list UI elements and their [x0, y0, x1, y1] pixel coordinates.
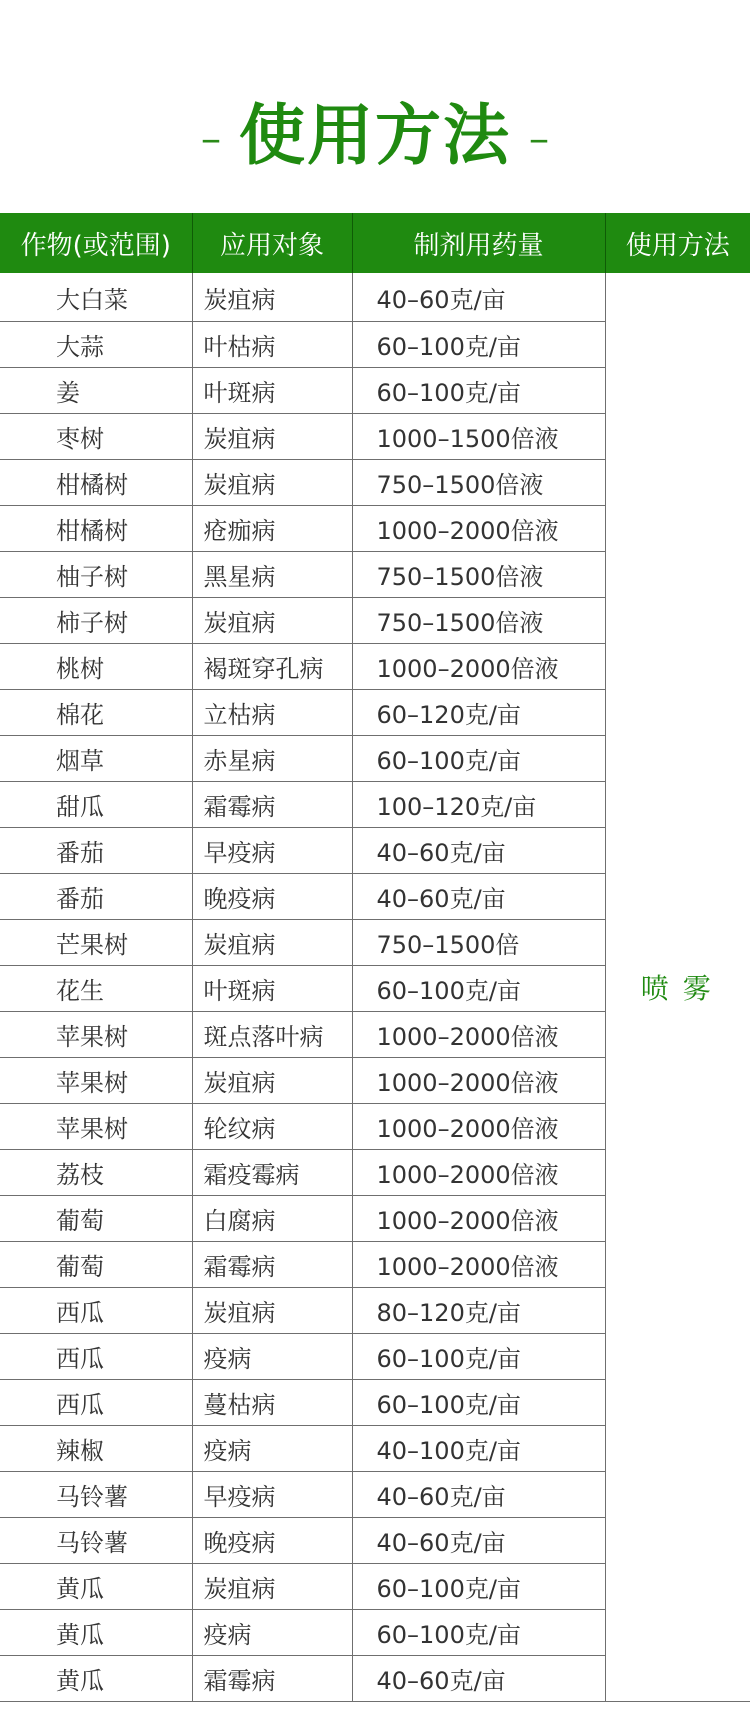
crop-cell: 柚子树	[0, 552, 192, 598]
target-cell: 叶斑病	[192, 368, 352, 414]
section-title	[0, 95, 750, 175]
dose-cell: 750–1500倍液	[352, 460, 605, 506]
table-body	[0, 273, 750, 1702]
title-dash-left: –	[201, 116, 221, 162]
dose-cell: 40–60克/亩	[352, 874, 605, 920]
target-cell: 炭疽病	[192, 273, 352, 322]
crop-cell: 马铃薯	[0, 1472, 192, 1518]
dose-cell: 1000–2000倍液	[352, 1150, 605, 1196]
crop-cell: 西瓜	[0, 1334, 192, 1380]
crop-cell: 柑橘树	[0, 460, 192, 506]
title-dash-right: –	[529, 116, 549, 162]
dose-cell: 1000–1500倍液	[352, 414, 605, 460]
column-header-crop: 作物(或范围)	[0, 213, 192, 273]
target-cell: 斑点落叶病	[192, 1012, 352, 1058]
crop-cell: 柿子树	[0, 598, 192, 644]
method-cell: 喷雾	[605, 273, 750, 1702]
target-cell: 晚疫病	[192, 1518, 352, 1564]
dose-cell: 40–100克/亩	[352, 1426, 605, 1472]
target-cell: 蔓枯病	[192, 1380, 352, 1426]
target-cell: 疫病	[192, 1610, 352, 1656]
column-header-dose: 制剂用药量	[352, 213, 605, 273]
target-cell: 霜疫霉病	[192, 1150, 352, 1196]
table-row	[0, 273, 750, 322]
column-header-target: 应用对象	[192, 213, 352, 273]
crop-cell: 棉花	[0, 690, 192, 736]
crop-cell: 姜	[0, 368, 192, 414]
dose-cell: 60–100克/亩	[352, 966, 605, 1012]
crop-cell: 黄瓜	[0, 1610, 192, 1656]
dose-cell: 40–60克/亩	[352, 828, 605, 874]
dose-cell: 40–60克/亩	[352, 273, 605, 322]
target-cell: 立枯病	[192, 690, 352, 736]
target-cell: 轮纹病	[192, 1104, 352, 1150]
crop-cell: 荔枝	[0, 1150, 192, 1196]
dose-cell: 1000–2000倍液	[352, 1196, 605, 1242]
target-cell: 晚疫病	[192, 874, 352, 920]
target-cell: 霜霉病	[192, 782, 352, 828]
dose-cell: 40–60克/亩	[352, 1656, 605, 1702]
dose-cell: 1000–2000倍液	[352, 1104, 605, 1150]
page-title: 使用方法	[239, 96, 511, 174]
target-cell: 赤星病	[192, 736, 352, 782]
target-cell: 疫病	[192, 1426, 352, 1472]
dose-cell: 40–60克/亩	[352, 1518, 605, 1564]
target-cell: 霜霉病	[192, 1242, 352, 1288]
dose-cell: 1000–2000倍液	[352, 644, 605, 690]
crop-cell: 苹果树	[0, 1012, 192, 1058]
target-cell: 疫病	[192, 1334, 352, 1380]
crop-cell: 西瓜	[0, 1288, 192, 1334]
dose-cell: 60–100克/亩	[352, 1334, 605, 1380]
dose-cell: 1000–2000倍液	[352, 1012, 605, 1058]
crop-cell: 苹果树	[0, 1058, 192, 1104]
crop-cell: 葡萄	[0, 1196, 192, 1242]
crop-cell: 甜瓜	[0, 782, 192, 828]
dose-cell: 750–1500倍液	[352, 552, 605, 598]
target-cell: 早疫病	[192, 828, 352, 874]
dose-cell: 60–100克/亩	[352, 736, 605, 782]
dose-cell: 1000–2000倍液	[352, 506, 605, 552]
dose-cell: 750–1500倍	[352, 920, 605, 966]
crop-cell: 大白菜	[0, 273, 192, 322]
target-cell: 炭疽病	[192, 598, 352, 644]
target-cell: 炭疽病	[192, 460, 352, 506]
crop-cell: 芒果树	[0, 920, 192, 966]
crop-cell: 番茄	[0, 828, 192, 874]
crop-cell: 桃树	[0, 644, 192, 690]
crop-cell: 花生	[0, 966, 192, 1012]
crop-cell: 葡萄	[0, 1242, 192, 1288]
crop-cell: 大蒜	[0, 322, 192, 368]
dose-cell: 60–100克/亩	[352, 368, 605, 414]
target-cell: 褐斑穿孔病	[192, 644, 352, 690]
dose-cell: 750–1500倍液	[352, 598, 605, 644]
header-row	[0, 213, 750, 273]
dose-cell: 60–100克/亩	[352, 1610, 605, 1656]
target-cell: 早疫病	[192, 1472, 352, 1518]
crop-cell: 辣椒	[0, 1426, 192, 1472]
target-cell: 炭疽病	[192, 1564, 352, 1610]
table-header	[0, 213, 750, 273]
dose-cell: 1000–2000倍液	[352, 1242, 605, 1288]
dose-cell: 1000–2000倍液	[352, 1058, 605, 1104]
target-cell: 叶枯病	[192, 322, 352, 368]
target-cell: 炭疽病	[192, 414, 352, 460]
target-cell: 叶斑病	[192, 966, 352, 1012]
dose-cell: 80–120克/亩	[352, 1288, 605, 1334]
crop-cell: 烟草	[0, 736, 192, 782]
crop-cell: 枣树	[0, 414, 192, 460]
target-cell: 炭疽病	[192, 1058, 352, 1104]
dose-cell: 60–100克/亩	[352, 1380, 605, 1426]
target-cell: 炭疽病	[192, 920, 352, 966]
target-cell: 疮痂病	[192, 506, 352, 552]
dose-cell: 60–100克/亩	[352, 322, 605, 368]
crop-cell: 番茄	[0, 874, 192, 920]
crop-cell: 柑橘树	[0, 506, 192, 552]
target-cell: 霜霉病	[192, 1656, 352, 1702]
usage-table	[0, 213, 750, 1702]
dose-cell: 60–100克/亩	[352, 1564, 605, 1610]
crop-cell: 黄瓜	[0, 1656, 192, 1702]
target-cell: 黑星病	[192, 552, 352, 598]
dose-cell: 100–120克/亩	[352, 782, 605, 828]
crop-cell: 苹果树	[0, 1104, 192, 1150]
target-cell: 白腐病	[192, 1196, 352, 1242]
crop-cell: 黄瓜	[0, 1564, 192, 1610]
crop-cell: 马铃薯	[0, 1518, 192, 1564]
crop-cell: 西瓜	[0, 1380, 192, 1426]
column-header-method: 使用方法	[605, 213, 750, 273]
dose-cell: 40–60克/亩	[352, 1472, 605, 1518]
target-cell: 炭疽病	[192, 1288, 352, 1334]
dose-cell: 60–120克/亩	[352, 690, 605, 736]
